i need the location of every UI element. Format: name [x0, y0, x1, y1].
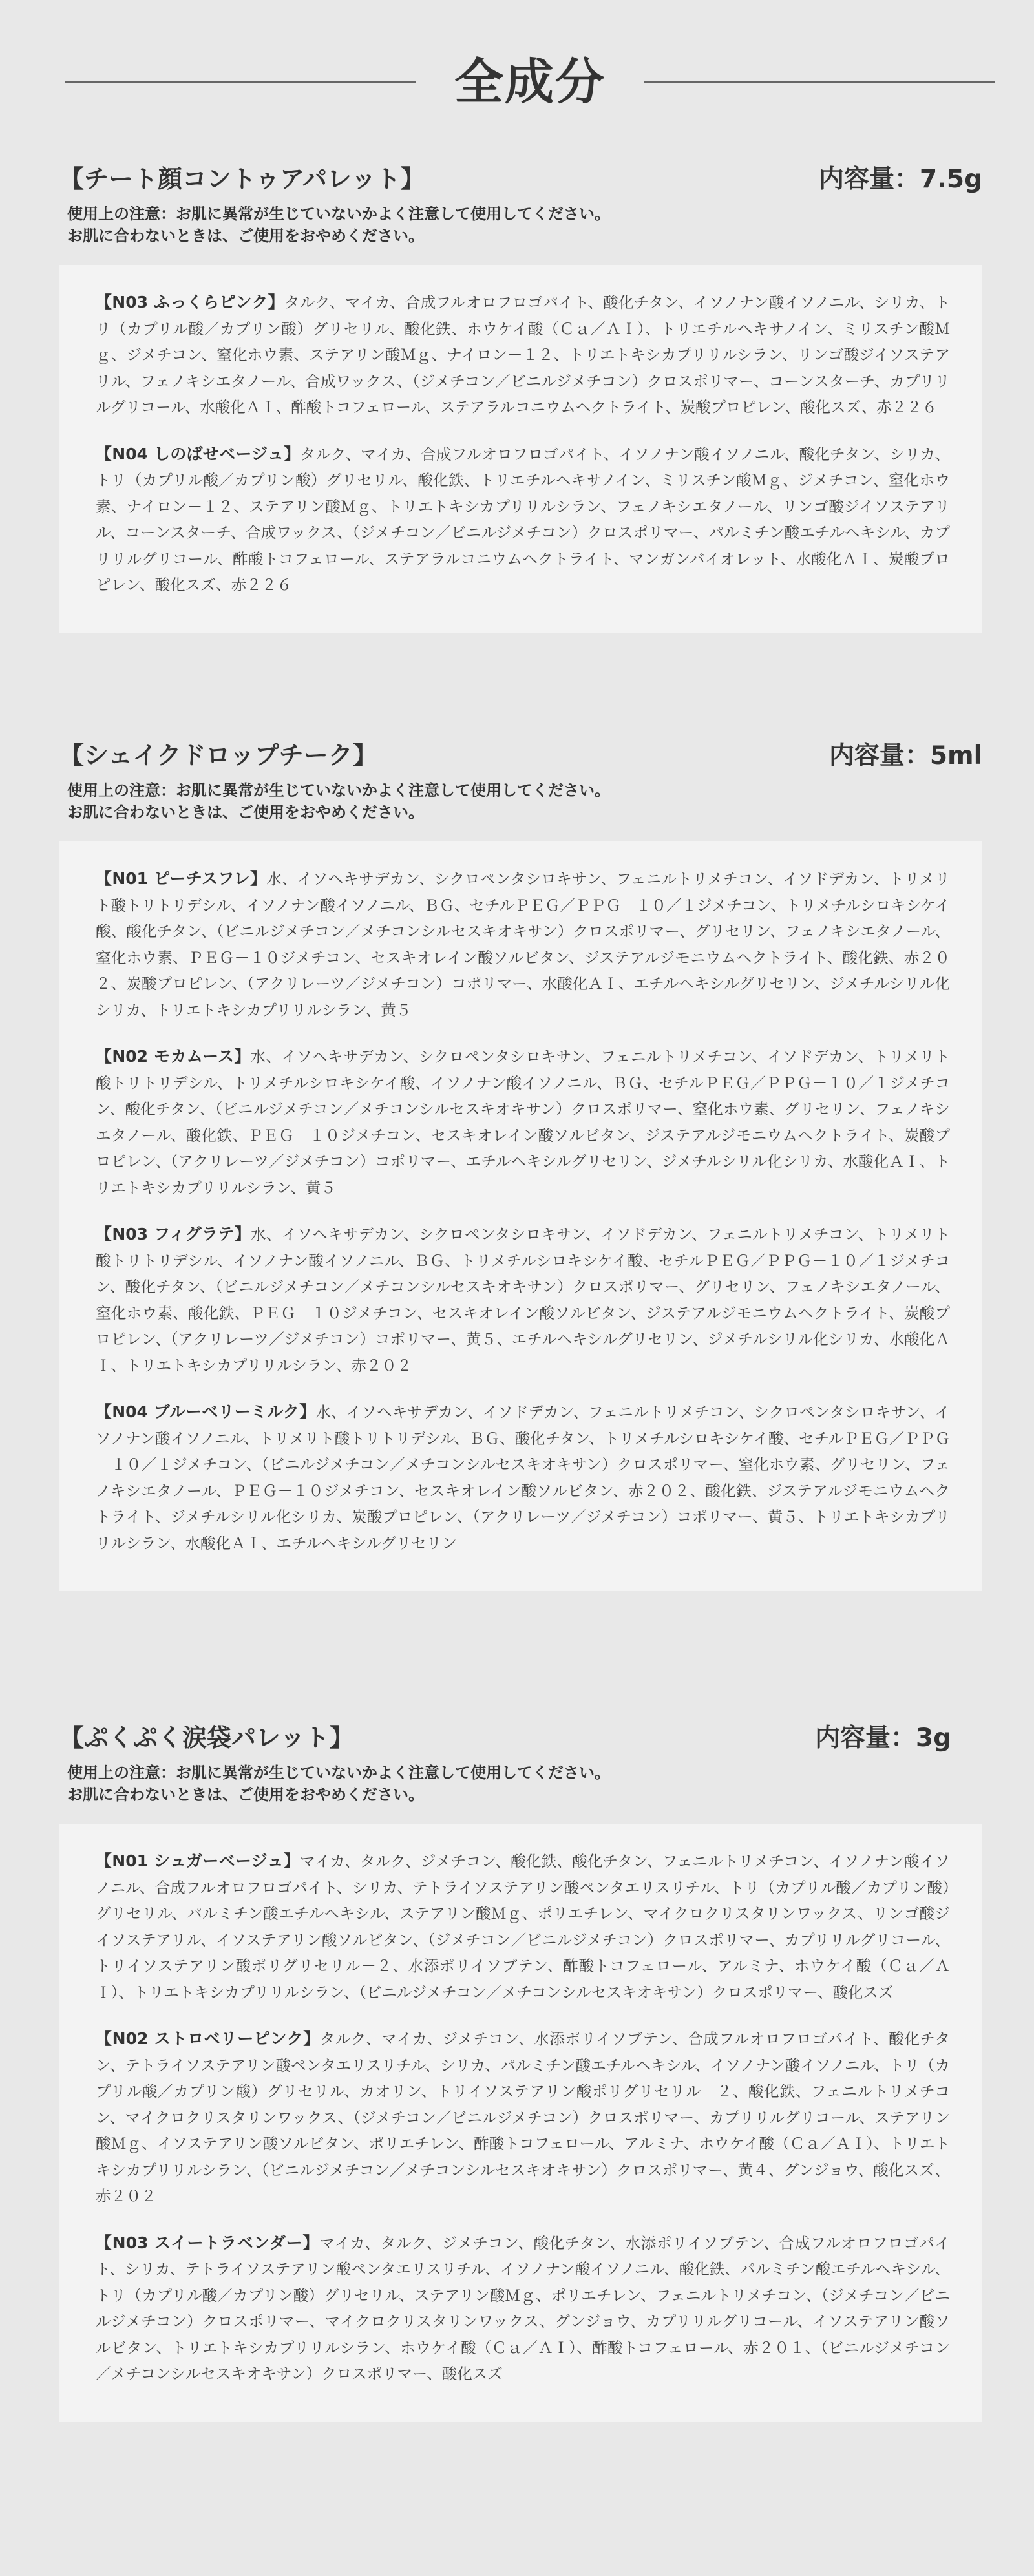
caution-line: お肌に合わないときは、ご使用をおやめください。 — [67, 227, 424, 245]
volume-label: 内容量：5ml — [828, 741, 982, 770]
ingredient-list: マイカ、タルク、ジメチコン、酸化鉄、酸化チタン、フェニルトリメチコン、イソノナン酸イソノニル、合成フルオロフロゴパイト、シリカ、テトライソステアリン酸ペンタエリスリチル、トリ（カプリル酸／カプリン酸）グリセリル、パルミチン酸エチルヘキシル、ステアリン酸Ｍｇ、ポリエチレン、マイクロクリスタリンワックス、リンゴ酸ジイソステアリル、イソステアリン酸ソルビタン、（ジメチコン／ビニルジメチコン）クロスポリマー、カプリリルグリコール、トリイソステアリン酸ポリグリセリル－２、水添ポリイソブテン、酢酸トコフェロール、アルミナ、ホウケイ酸（Ｃａ／ＡＩ）、トリエトキシカプリリルシラン、（ビニルジメチコン／メチコンシルセスキオキサン）クロスポリマー、酸化スズ — [96, 1852, 950, 2001]
ingredient-list: 水、イソヘキサデカン、シクロペンタシロキサン、フェニルトリメチコン、イソドデカン、トリメリト酸トリトリデシル、イソノナン酸イソノニル、ＢＧ、セチルＰＥＧ／ＰＰＧ－１０／１ジメチコン、トリメチルシロキシケイ酸、酸化チタン、（ビニルジメチコン／メチコンシルセスキオキサン）クロスポリマー、グリセリン、フェノキシエタノール、窒化ホウ素、ＰＥＧ－１０ジメチコン、セスキオレイン酸ソルビタン、ジステアルジモニウムヘクトライト、酸化鉄、赤２０２、炭酸プロピレン、（アクリレーツ／ジメチコン）コポリマー、水酸化ＡＩ、エチルヘキシルグリセリン、ジメチルシリル化シリカ、トリエトキシカプリリルシラン、黄５ — [96, 870, 950, 1019]
section-header — [59, 732, 982, 773]
product-name: 【N04 しのばせベージュ】 — [96, 444, 301, 463]
section-shake-drop-cheek — [59, 732, 982, 1591]
volume-label: 内容量：7.5g — [818, 165, 982, 194]
ingredient-list: タルク、マイカ、合成フルオロフロゴパイト、イソノナン酸イソノニル、酸化チタン、シリカ、トリ（カプリル酸／カプリン酸）グリセリル、酸化鉄、トリエチルヘキサノイン、ミリスチン酸Ｍｇ、ジメチコン、窒化ホウ素、ナイロン－１２、ステアリン酸Ｍｇ、トリエトキシカプリリルシラン、フェノキシエタノール、リンゴ酸ジイソステアリル、コーンスターチ、合成ワックス、（ジメチコン／ビニルジメチコン）クロスポリマー、パルミチン酸エチルヘキシル、カプリリルグリコール、酢酸トコフェロール、ステアラルコニウムヘクトライト、マンガンバイオレット、水酸化ＡＩ、炭酸プロピレン、酸化スズ、赤２２６ — [96, 445, 950, 594]
ingredients-box — [59, 1824, 982, 2422]
section-title: 【チート顔コントゥアパレット】 — [59, 165, 425, 193]
volume-label: 内容量：3g — [814, 1724, 951, 1753]
ingredient-list: マイカ、タルク、ジメチコン、酸化チタン、水添ポリイソブテン、合成フルオロフロゴパイト、シリカ、テトライソステアリン酸ペンタエリスリチル、イソノナン酸イソノニル、酸化鉄、パルミチン酸エチルヘキシル、トリ（カプリル酸／カプリン酸）グリセリル、ステアリン酸Ｍｇ、ポリエチレン、フェニルトリメチコン、（ジメチコン／ビニルジメチコン）クロスポリマー、マイクロクリスタリンワックス、グンジョウ、カプリリルグリコール、イソステアリン酸ソルビタン、トリエトキシカプリリルシラン、ホウケイ酸（Ｃａ／ＡＩ）、酢酸トコフェロール、赤２０１、（ビニルジメチコン／メチコンシルセスキオキサン）クロスポリマー、酸化スズ — [96, 2233, 950, 2383]
page-header — [65, 47, 995, 118]
caution-line: 使用上の注意：お肌に異常が生じていないかよく注意して使用してください。 — [67, 781, 610, 799]
product-ingredients — [96, 866, 950, 1023]
ingredients-box — [59, 841, 982, 1591]
section-header — [59, 155, 982, 196]
ingredient-list: タルク、マイカ、合成フルオロフロゴパイト、酸化チタン、イソノナン酸イソノニル、シリカ、トリ（カプリル酸／カプリン酸）グリセリル、酸化鉄、ホウケイ酸（Ｃａ／ＡＩ）、トリエチルヘキサノイン、ミリスチン酸Ｍｇ、ジメチコン、窒化ホウ素、ステアリン酸Ｍｇ、ナイロン－１２、トリエトキシカプリリルシラン、リンゴ酸ジイソステアリル、フェノキシエタノール、合成ワックス、（ジメチコン／ビニルジメチコン）クロスポリマー、コーンスターチ、カプリリルグリコール、水酸化ＡＩ、酢酸トコフェロール、ステアラルコニウムヘクトライト、炭酸プロピレン、酸化スズ、赤２２６ — [96, 293, 950, 416]
product-name: 【N01 シュガーベージュ】 — [96, 1852, 301, 1870]
product-ingredients — [96, 1044, 950, 1201]
product-name: 【N03 スイートラベンダー】 — [96, 2233, 320, 2252]
product-ingredients — [96, 2026, 950, 2210]
product-ingredients — [96, 441, 950, 598]
section-header — [59, 1714, 982, 1755]
header-divider-left — [65, 81, 416, 83]
product-name: 【N04 ブルーベリーミルク】 — [96, 1402, 316, 1421]
header-divider-right — [644, 81, 995, 83]
caution-line: お肌に合わないときは、ご使用をおやめください。 — [67, 803, 424, 821]
section-tear-bag-palette — [59, 1714, 982, 2422]
section-cheek-contour-palette — [59, 155, 982, 633]
caution-note — [67, 779, 982, 823]
caution-line: 使用上の注意：お肌に異常が生じていないかよく注意して使用してください。 — [67, 1764, 610, 1782]
ingredient-list: 水、イソヘキサデカン、イソドデカン、フェニルトリメチコン、シクロペンタシロキサン、イソノナン酸イソノニル、トリメリト酸トリトリデシル、ＢＧ、酸化チタン、トリメチルシロキシケイ酸、セチルＰＥＧ／ＰＰＧ－１０／１ジメチコン、（ビニルジメチコン／メチコンシルセスキオキサン）クロスポリマー、窒化ホウ素、グリセリン、フェノキシエタノール、ＰＥＧ－１０ジメチコン、セスキオレイン酸ソルビタン、赤２０２、酸化鉄、ジステアルジモニウムヘクトライト、ジメチルシリル化シリカ、炭酸プロピレン、（アクリレーツ／ジメチコン）コポリマー、黄５、トリエトキシカプリリルシラン、水酸化ＡＩ、エチルヘキシルグリセリン — [96, 1403, 950, 1552]
product-name: 【N01 ピーチスフレ】 — [96, 869, 267, 888]
ingredient-list: 水、イソヘキサデカン、シクロペンタシロキサン、イソドデカン、フェニルトリメチコン、トリメリト酸トリトリデシル、イソノナン酸イソノニル、ＢＧ、トリメチルシロキシケイ酸、セチルＰＥＧ／ＰＰＧ－１０／１ジメチコン、酸化チタン、（ビニルジメチコン／メチコンシルセスキオキサン）クロスポリマー、グリセリン、フェノキシエタノール、窒化ホウ素、酸化鉄、ＰＥＧ－１０ジメチコン、セスキオレイン酸ソルビタン、ジステアルジモニウムヘクトライト、炭酸プロピレン、（アクリレーツ／ジメチコン）コポリマー、黄５、エチルヘキシルグリセリン、ジメチルシリル化シリカ、水酸化ＡＩ、トリエトキシカプリリルシラン、赤２０２ — [96, 1225, 950, 1375]
product-name: 【N03 フィグラテ】 — [96, 1225, 251, 1243]
ingredient-list: 水、イソヘキサデカン、シクロペンタシロキサン、フェニルトリメチコン、イソドデカン、トリメリト酸トリトリデシル、トリメチルシロキシケイ酸、イソノナン酸イソノニル、ＢＧ、セチルＰＥＧ／ＰＰＧ－１０／１ジメチコン、酸化チタン、（ビニルジメチコン／メチコンシルセスキオキサン）クロスポリマー、窒化ホウ素、グリセリン、フェノキシエタノール、酸化鉄、ＰＥＧ－１０ジメチコン、セスキオレイン酸ソルビタン、ジステアルジモニウムヘクトライト、炭酸プロピレン、（アクリレーツ／ジメチコン）コポリマー、エチルヘキシルグリセリン、ジメチルシリル化シリカ、水酸化ＡＩ、トリエトキシカプリリルシラン、黄５ — [96, 1048, 950, 1197]
product-ingredients — [96, 290, 950, 421]
caution-line: 使用上の注意：お肌に異常が生じていないかよく注意して使用してください。 — [67, 205, 610, 223]
product-ingredients — [96, 1221, 950, 1378]
ingredient-list: タルク、マイカ、ジメチコン、水添ポリイソブテン、合成フルオロフロゴパイト、酸化チタン、テトライソステアリン酸ペンタエリスリチル、シリカ、パルミチン酸エチルヘキシル、イソノナン酸イソノニル、トリ（カプリル酸／カプリン酸）グリセリル、カオリン、トリイソステアリン酸ポリグリセリル－２、酸化鉄、フェニルトリメチコン、マイクロクリスタリンワックス、（ジメチコン／ビニルジメチコン）クロスポリマー、カプリリルグリコール、ステアリン酸Ｍｇ、イソステアリン酸ソルビタン、ポリエチレン、酢酸トコフェロール、アルミナ、ホウケイ酸（Ｃａ／ＡＩ）、トリエトキシカプリリルシラン、（ビニルジメチコン／メチコンシルセスキオキサン）クロスポリマー、黄４、グンジョウ、酸化スズ、赤２０２ — [96, 2030, 950, 2205]
ingredients-box — [59, 265, 982, 633]
caution-line: お肌に合わないときは、ご使用をおやめください。 — [67, 1786, 424, 1804]
page-title: 全成分 — [454, 53, 606, 111]
product-ingredients — [96, 1848, 950, 2005]
product-name: 【N02 ストロベリーピンク】 — [96, 2029, 320, 2048]
product-ingredients — [96, 2230, 950, 2387]
caution-note — [67, 203, 982, 247]
product-ingredients — [96, 1399, 950, 1556]
caution-note — [67, 1762, 982, 1806]
section-title: 【シェイクドロップチーク】 — [59, 741, 377, 770]
product-name: 【N03 ふっくらピンク】 — [96, 293, 284, 311]
product-name: 【N02 モカムース】 — [96, 1047, 251, 1066]
section-title: 【ぷくぷく涙袋パレット】 — [59, 1724, 354, 1752]
